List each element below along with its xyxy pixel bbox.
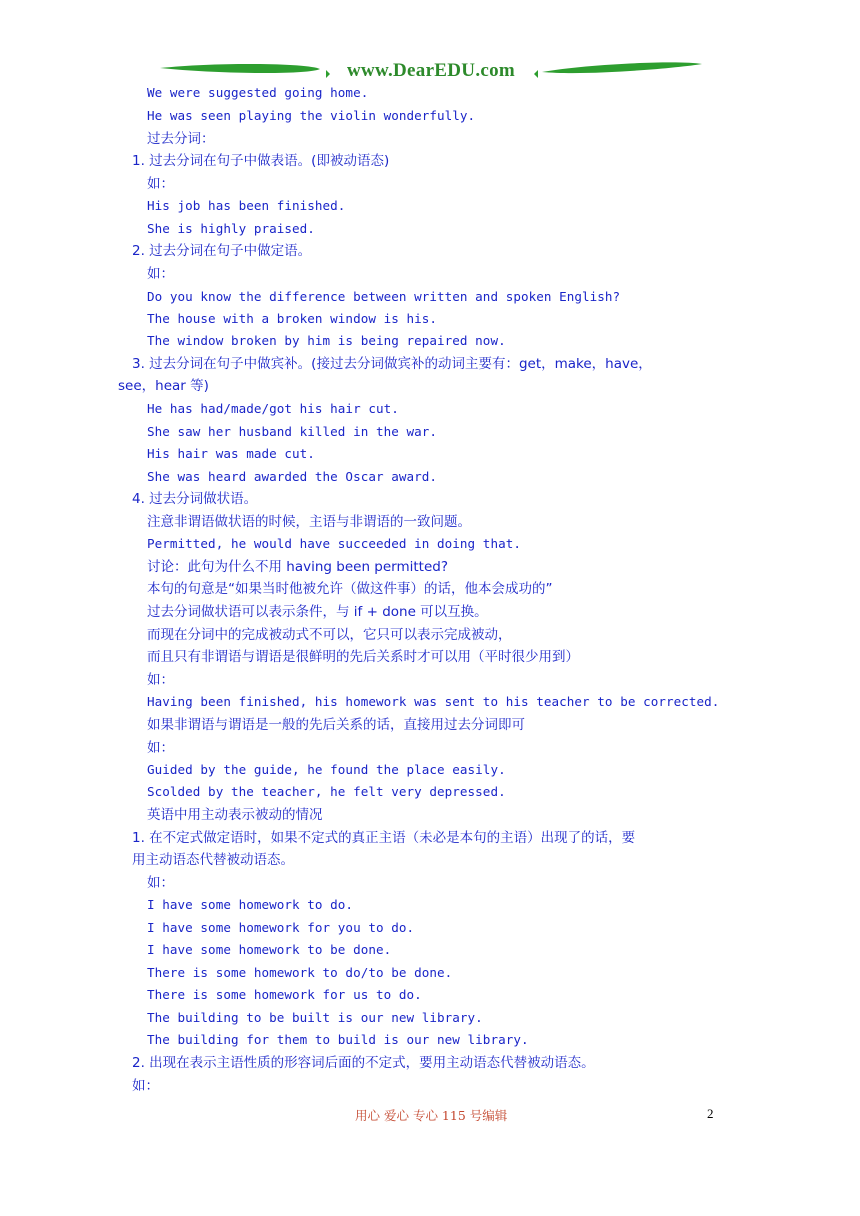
- text-line: 英语中用主动表示被动的情况: [147, 807, 323, 823]
- text-line: 3. 过去分词在句子中做宾补。(接过去分词做宾补的动词主要有：get，make，have，: [132, 356, 652, 372]
- text-line: 如：: [147, 176, 174, 192]
- text-line: 用主动语态代替被动语态。: [132, 852, 294, 868]
- text-line: 注意非谓语做状语的时候，主语与非谓语的一致问题。: [147, 514, 471, 530]
- text-line: His hair was made cut.: [147, 446, 315, 461]
- text-line: She is highly praised.: [147, 221, 315, 236]
- text-line: Do you know the difference between written and spoken English?: [147, 289, 621, 304]
- text-line: 如：: [147, 740, 174, 756]
- text-line: 2. 出现在表示主语性质的形容词后面的不定式，要用主动语态代替被动语态。: [132, 1055, 595, 1071]
- text-line: 如：: [147, 672, 174, 688]
- text-line: 4. 过去分词做状语。: [132, 491, 258, 507]
- text-line: see，hear 等): [118, 378, 209, 394]
- text-line: The house with a broken window is his.: [147, 311, 438, 326]
- text-line: 讨论：此句为什么不用 having been permitted?: [147, 559, 449, 575]
- text-line: The building to be built is our new library.: [147, 1010, 483, 1025]
- text-line: There is some homework for us to do.: [147, 987, 422, 1002]
- text-line: The window broken by him is being repaired now.: [147, 333, 506, 348]
- text-line: I have some homework to do.: [147, 897, 354, 912]
- page-number: 2: [707, 1106, 714, 1121]
- text-line: 1. 在不定式做定语时，如果不定式的真正主语（未必是本句的主语）出现了的话，要: [132, 830, 636, 846]
- text-line: We were suggested going home.: [147, 85, 369, 100]
- text-line: She saw her husband killed in the war.: [147, 424, 438, 439]
- text-line: Guided by the guide, he found the place easily.: [147, 762, 506, 777]
- text-line: She was heard awarded the Oscar award.: [147, 469, 438, 484]
- text-line: The building for them to build is our new library.: [147, 1032, 529, 1047]
- text-line: I have some homework to be done.: [147, 942, 392, 957]
- text-line: 过去分词做状语可以表示条件，与 if + done 可以互换。: [147, 604, 488, 620]
- text-line: I have some homework for you to do.: [147, 920, 415, 935]
- footer-text: 用心 爱心 专心 115 号编辑: [355, 1108, 508, 1123]
- text-line: Having been finished, his homework was sent to his teacher to be corrected.: [147, 694, 720, 709]
- text-line: Scolded by the teacher, he felt very depressed.: [147, 784, 506, 799]
- text-line: 而现在分词中的完成被动式不可以，它只可以表示完成被动，: [147, 627, 512, 643]
- text-line: His job has been finished.: [147, 198, 346, 213]
- text-line: He has had/made/got his hair cut.: [147, 401, 399, 416]
- text-line: Permitted, he would have succeeded in doing that.: [147, 536, 521, 551]
- text-line: 如果非谓语与谓语是一般的先后关系的话，直接用过去分词即可: [147, 717, 525, 733]
- text-line: He was seen playing the violin wonderfully.: [147, 108, 476, 123]
- text-line: There is some homework to do/to be done.: [147, 965, 453, 980]
- text-line: 本句的句意是“如果当时他被允许（做这件事）的话，他本会成功的”: [147, 581, 553, 597]
- text-line: 过去分词：: [147, 131, 215, 147]
- text-line: 如：: [132, 1078, 159, 1094]
- text-line: 而且只有非谓语与谓语是很鲜明的先后关系时才可以用（平时很少用到）: [147, 649, 579, 665]
- text-line: 如：: [147, 266, 174, 282]
- text-line: 2. 过去分词在句子中做定语。: [132, 243, 312, 259]
- text-line: 1. 过去分词在句子中做表语。(即被动语态): [132, 153, 390, 169]
- text-line: 如：: [147, 875, 174, 891]
- site-name: www.DearEDU.com: [346, 60, 516, 81]
